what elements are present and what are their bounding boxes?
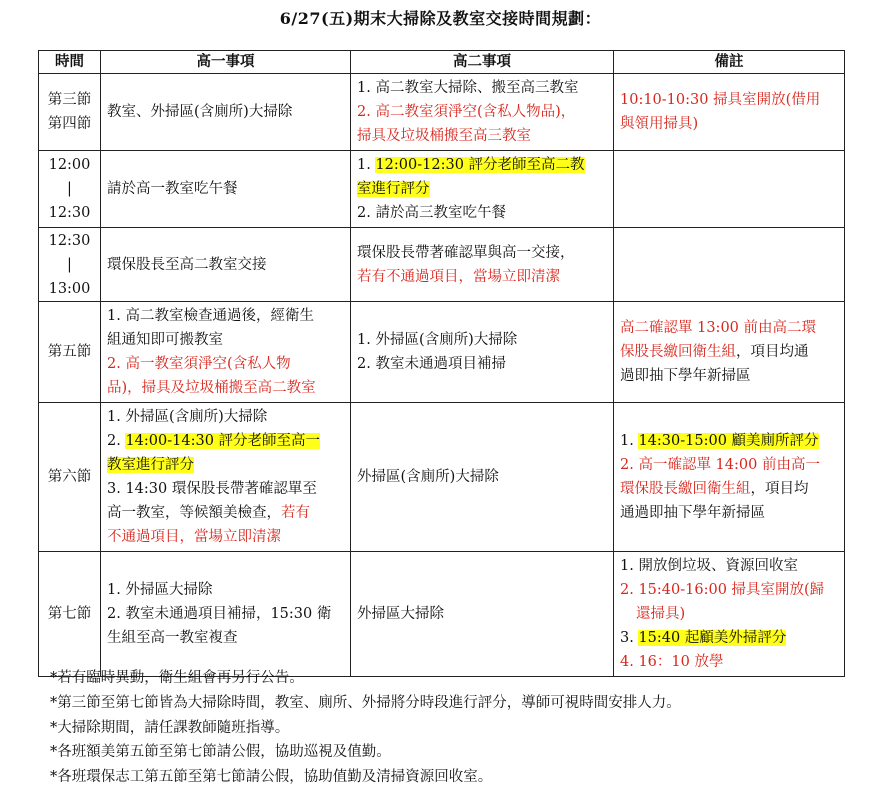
grade1-cell-line <box>107 525 344 549</box>
note-cell-text: 3. <box>620 630 639 646</box>
grade2-cell <box>351 228 614 302</box>
table-row <box>39 403 845 552</box>
time-text: 第六節 <box>47 469 92 485</box>
grade1-cell-line <box>107 477 344 501</box>
grade1-cell-line <box>107 328 344 352</box>
grade2-cell-line <box>357 465 607 489</box>
note-cell-text: 2. 15:40-16:00 掃具室開放(歸 <box>620 582 825 598</box>
note-cell-text: 4. 16：10 放學 <box>620 654 724 670</box>
note-cell-line <box>620 626 838 650</box>
note-cell-line <box>620 316 838 340</box>
grade2-cell-text: 環保股長帶著確認單與高一交接， <box>357 244 575 261</box>
grade2-cell-line <box>357 602 607 626</box>
grade2-cell-line <box>357 265 607 289</box>
note-cell-text: 保股長繳回衛生組 <box>620 344 736 360</box>
note-cell-text: 過即抽下學年新掃區 <box>620 368 751 384</box>
grade1-cell-text: 2. <box>107 433 126 449</box>
header-grade2: 高二事項 <box>351 51 614 74</box>
time-cell <box>39 151 101 228</box>
grade2-cell <box>351 302 614 403</box>
grade1-cell-highlight: 14:00-14:30 評分老師至高一 <box>125 433 321 449</box>
grade1-cell-text: 1. 外掃區大掃除 <box>107 582 213 598</box>
note-cell-line <box>620 578 838 602</box>
note-cell-text: 還掃具) <box>636 606 686 622</box>
grade1-cell-text: 若有 <box>281 505 310 521</box>
grade2-cell-text: 掃具及垃圾桶搬至高三教室 <box>357 128 531 144</box>
time-text: 12:30 <box>48 232 91 249</box>
note-cell-line <box>620 554 838 578</box>
table-row <box>39 302 845 403</box>
page-title: 6/27(五)期末大掃除及教室交接時間規劃： <box>279 9 602 28</box>
grade2-cell-text: 外掃區大掃除 <box>357 606 444 622</box>
note-cell-text: ，項目均 <box>750 481 809 497</box>
note-cell-line <box>620 112 838 136</box>
footnote-item: *各班額美第五節至第七節請公假，協助巡視及值勤。 <box>50 744 391 761</box>
grade2-cell-highlight: 12:00-12:30 評分老師至高二教 <box>375 157 585 173</box>
header-grade1: 高一事項 <box>101 51 351 74</box>
grade2-cell-line <box>357 328 607 352</box>
grade1-cell-line <box>107 626 344 650</box>
grade1-cell-line <box>107 352 344 376</box>
schedule-table <box>38 50 845 677</box>
note-cell-text: 10:10-10:30 掃具室開放(借用 <box>620 92 821 108</box>
grade1-cell-line <box>107 253 344 277</box>
grade1-cell <box>101 302 351 403</box>
grade1-cell-text: 1. 高二教室檢查通過後，經衛生 <box>107 308 314 324</box>
note-cell-highlight: 14:30-15:00 顧美廁所評分 <box>638 433 819 449</box>
header-note: 備註 <box>614 51 845 74</box>
note-cell-text: 1. 開放倒垃圾、資源回收室 <box>620 558 798 574</box>
time-text: | <box>67 181 72 197</box>
grade1-cell-line <box>107 578 344 602</box>
note-cell-line <box>620 453 838 477</box>
grade1-cell-line <box>107 376 344 400</box>
grade1-cell-line <box>107 304 344 328</box>
time-text: | <box>67 256 72 273</box>
note-cell-line <box>620 88 838 112</box>
grade2-cell <box>351 74 614 151</box>
grade1-cell-line <box>107 429 344 453</box>
time-cell <box>39 302 101 403</box>
time-cell <box>39 74 101 151</box>
grade1-cell <box>101 403 351 552</box>
grade1-cell-line <box>107 501 344 525</box>
note-cell-text: 2. 高一確認單 14:00 前由高一 <box>620 457 820 473</box>
grade1-cell <box>101 228 351 302</box>
grade1-cell <box>101 151 351 228</box>
table-row <box>39 151 845 228</box>
grade2-cell-line <box>357 177 607 201</box>
grade2-cell-line <box>357 76 607 100</box>
table-row <box>39 228 845 302</box>
note-cell-line <box>620 340 838 364</box>
time-text: 第七節 <box>47 606 92 622</box>
note-cell <box>614 74 845 151</box>
grade1-cell-text: 請於高一教室吃午餐 <box>107 181 238 197</box>
note-cell-highlight: 15:40 起顧美外掃評分 <box>638 630 787 646</box>
grade1-cell-text: 1. 外掃區(含廁所)大掃除 <box>107 409 268 425</box>
footnote-item: *大掃除期間，請任課教師隨班指導。 <box>50 719 290 736</box>
time-cell <box>39 403 101 552</box>
grade2-cell-line <box>357 124 607 148</box>
grade2-cell-line <box>357 352 607 376</box>
footnote-item: *各班環保志工第五節至第七節請公假，協助值勤及清掃資源回收室。 <box>50 769 493 786</box>
time-cell <box>39 228 101 302</box>
grade2-cell-text: 1. <box>357 157 376 173</box>
footnote-item: *若有臨時異動，衛生組會再另行公告。 <box>50 670 304 686</box>
grade2-cell-text: 1. 高二教室大掃除、搬至高三教室 <box>357 80 579 96</box>
note-cell <box>614 151 845 228</box>
grade2-cell-line <box>357 201 607 225</box>
table-row <box>39 74 845 151</box>
grade2-cell-text: 2. 教室未通過項目補掃 <box>357 356 506 372</box>
time-text: 13:00 <box>48 280 91 297</box>
grade2-cell-text: 外掃區(含廁所)大掃除 <box>357 469 499 485</box>
note-cell-text: 1. <box>620 433 639 449</box>
grade1-cell-line <box>107 177 344 201</box>
grade2-cell-text: 2. 請於高三教室吃午餐 <box>357 205 506 221</box>
grade1-cell-text: 教室、外掃區(含廁所)大掃除 <box>107 104 293 120</box>
grade2-cell-line <box>357 100 607 124</box>
grade1-cell-text: 不通過項目，當場立即清潔 <box>107 529 281 545</box>
note-cell <box>614 302 845 403</box>
grade1-cell <box>101 74 351 151</box>
time-text: 第三節 <box>47 92 92 108</box>
grade1-cell-text: 品)，掃具及垃圾桶搬至高二教室 <box>107 380 316 396</box>
grade2-cell <box>351 151 614 228</box>
grade1-cell-text: 2. 高一教室須淨空(含私人物 <box>107 356 291 372</box>
grade1-cell-line <box>107 100 344 124</box>
header-time: 時間 <box>39 51 101 74</box>
footnotes <box>50 666 681 790</box>
grade2-cell-text: 若有不通過項目，當場立即清潔 <box>357 268 560 285</box>
note-cell <box>614 403 845 552</box>
grade2-cell-text: 1. 外掃區(含廁所)大掃除 <box>357 332 518 348</box>
note-cell-text: ，項目均通 <box>736 344 809 360</box>
note-cell-line <box>620 364 838 388</box>
note-cell-text: 與領用掃具) <box>620 116 699 132</box>
grade1-cell-highlight: 教室進行評分 <box>107 457 194 473</box>
note-cell <box>614 552 845 677</box>
time-text: 12:30 <box>48 205 91 221</box>
note-cell-line <box>620 477 838 501</box>
grade1-cell-text: 高一教室，等候額美檢查， <box>107 505 281 521</box>
grade2-cell-highlight: 室進行評分 <box>357 181 430 197</box>
grade1-cell-text: 環保股長至高二教室交接 <box>107 256 267 273</box>
grade1-cell-line <box>107 602 344 626</box>
time-text: 第四節 <box>47 116 92 132</box>
time-cell <box>39 552 101 677</box>
note-cell-line <box>620 501 838 525</box>
grade2-cell-text: 2. 高二教室須淨空(含私人物品)， <box>357 104 576 120</box>
note-cell-line <box>620 602 838 626</box>
grade1-cell-text: 2. 教室未通過項目補掃，15:30 衛 <box>107 606 332 622</box>
note-cell <box>614 228 845 302</box>
grade2-cell-line <box>357 153 607 177</box>
grade1-cell-text: 3. 14:30 環保股長帶著確認單至 <box>107 481 317 497</box>
time-text: 12:00 <box>48 157 91 173</box>
footnote-item: *第三節至第七節皆為大掃除時間，教室、廁所、外掃將分時段進行評分，導師可視時間安排人力。 <box>50 694 681 711</box>
grade1-cell <box>101 552 351 677</box>
note-cell-text: 環保股長繳回衛生組 <box>620 481 751 497</box>
grade1-cell-text: 生組至高一教室複查 <box>107 630 238 646</box>
note-cell-line <box>620 429 838 453</box>
grade2-cell-line <box>357 241 607 265</box>
header-row <box>39 51 845 74</box>
grade2-cell <box>351 552 614 677</box>
table-row <box>39 552 845 677</box>
note-cell-text: 高二確認單 13:00 前由高二環 <box>620 320 817 336</box>
grade1-cell-line <box>107 453 344 477</box>
note-cell-text: 通過即抽下學年新掃區 <box>620 505 765 521</box>
time-text: 第五節 <box>47 344 92 360</box>
grade1-cell-line <box>107 405 344 429</box>
grade2-cell <box>351 403 614 552</box>
grade1-cell-text: 組通知即可搬教室 <box>107 332 223 348</box>
